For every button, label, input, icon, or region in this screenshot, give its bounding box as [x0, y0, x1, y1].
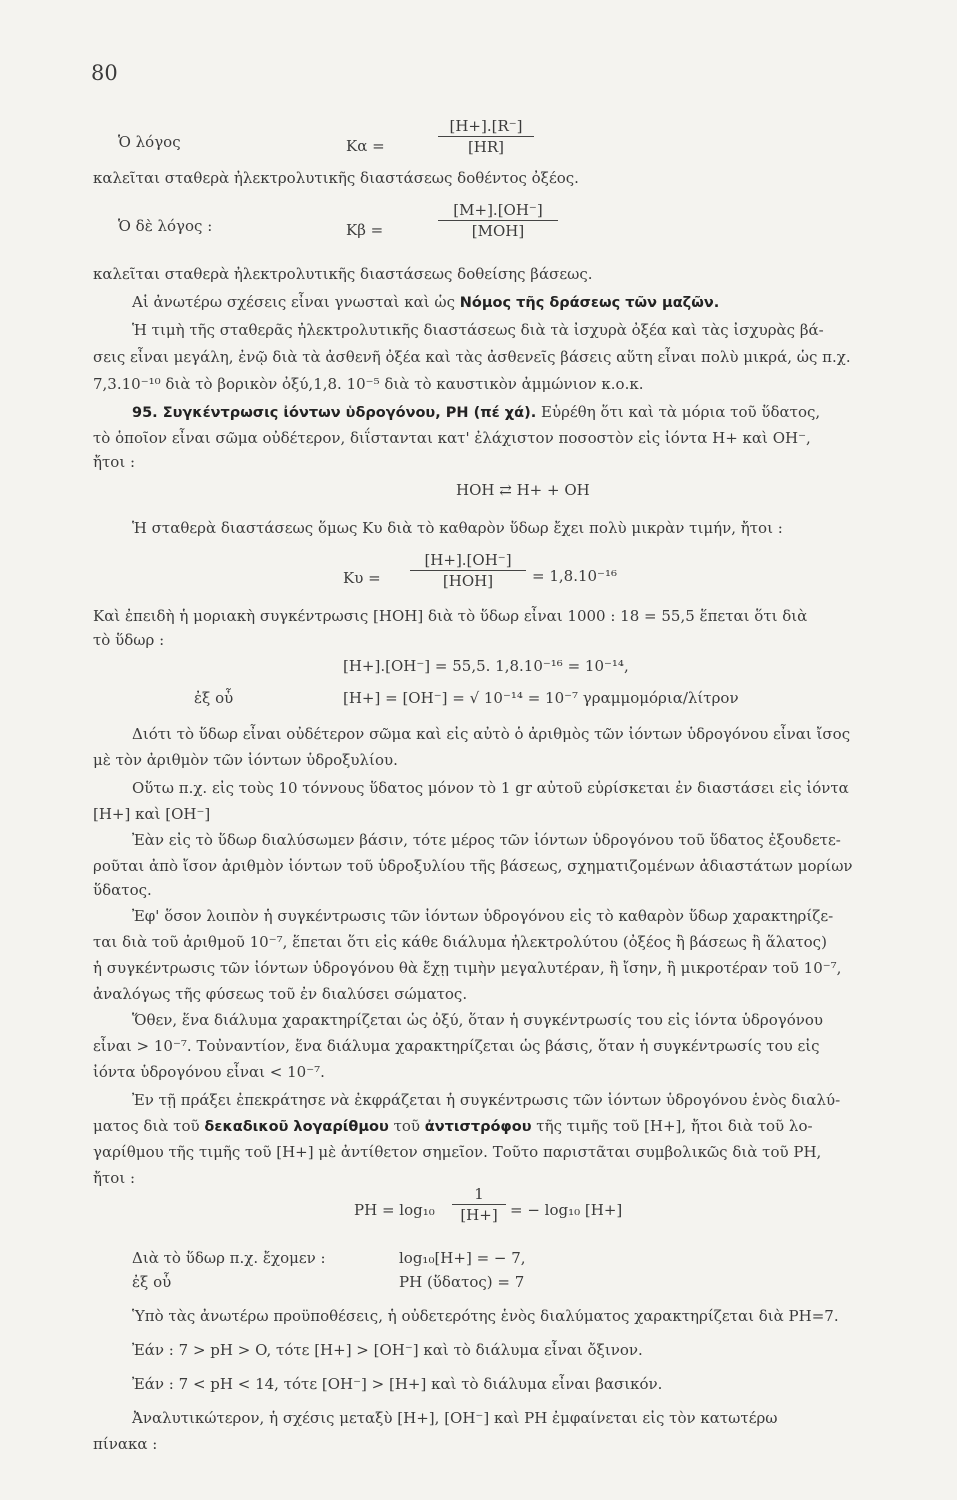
- line-kw: Ἡ σταθερὰ διαστάσεως ὅμως Κυ διὰ τὸ καθαρὸν ὕδωρ ἔχει πολὺ μικρὰν τιμήν, ἤτοι :: [132, 519, 783, 537]
- eq1-lhs: Κα =: [346, 137, 385, 155]
- eq-sqrt: [Η+] = [ΟΗ⁻] = √ 10⁻¹⁴ = 10⁻⁷ γραμμομόρια/λίτρον: [343, 689, 739, 707]
- p-char-line-4: ἀναλόγως τῆς φύσεως τοῦ ἐν διαλύσει σώματος.: [93, 985, 468, 1003]
- section-95-heading: 95. Συγκέντρωσις ἰόντων ὑδρογόνου, PH (πέ χά).: [132, 405, 537, 421]
- eq-kw-numerator: [Η+].[ΟΗ⁻]: [410, 550, 526, 571]
- eq-water-ph-lead-2: ἐξ οὗ: [132, 1273, 172, 1291]
- p-char-line-1: Ἐφ' ὅσον λοιπὸν ἡ συγκέντρωσις τῶν ἰόντων ὑδρογόνου εἰς τὸ καθαρὸν ὕδωρ χαρακτηρίζε-: [132, 907, 834, 925]
- line-const-acid: καλεῖται σταθερὰ ἠλεκτρολυτικῆς διαστάσεως δοθέντος ὀξέος.: [93, 169, 579, 187]
- final-line-1: Ὑπὸ τὰς ἀνωτέρω προϋποθέσεις, ἡ οὐδετερότης ἑνὸς διαλύματος χαρακτηρίζεται διὰ PH=7.: [132, 1307, 839, 1325]
- eq1-numerator: [Η+].[R⁻]: [438, 116, 534, 137]
- law-bold: Νόμος τῆς δράσεως τῶν μαζῶν.: [459, 295, 720, 311]
- p-neutral-line-1: Διότι τὸ ὕδωρ εἶναι οὐδέτερον σῶμα καὶ εἰς αὐτὸ ὁ ἀριθμὸς τῶν ἰόντων ὑδρογόνου εἶναι ἴσος: [132, 725, 851, 743]
- p-log-bold-decimal-log: δεκαδικοῦ λογαρίθμου: [204, 1119, 389, 1135]
- p-log-line-3: γαρίθμου τῆς τιμῆς τοῦ [Η+] μὲ ἀντίθετον σημεῖον. Τοῦτο παριστᾶται συμβολικῶς διὰ τοῦ PH,: [93, 1143, 822, 1161]
- eq-water-ph-lead: Διὰ τὸ ὕδωρ π.χ. ἔχομεν :: [132, 1249, 326, 1267]
- section-95-line-1: [132, 402, 820, 423]
- p-acid-line-3: ἰόντα ὑδρογόνου εἶναι < 10⁻⁷.: [93, 1063, 325, 1081]
- eq2-lead: Ὁ δὲ λόγος :: [118, 217, 213, 235]
- eq-water-dissociation: ΗΟΗ ⇄ Η+ + ΟΗ: [456, 481, 590, 499]
- law-line: [132, 292, 719, 313]
- eq1-fraction: [438, 116, 534, 157]
- final-line-5: πίνακα :: [93, 1435, 158, 1453]
- eq1-denominator: [HR]: [467, 138, 505, 156]
- final-line-3: Ἐάν : 7 < pH < 14, τότε [ΟΗ⁻] > [Η+] καὶ τὸ διάλυμα εἶναι βασικόν.: [132, 1375, 663, 1393]
- eq-kw-denominator: [ΗΟΗ]: [442, 572, 494, 590]
- eq-ph-fraction: [452, 1184, 506, 1225]
- final-line-4: Ἀναλυτικώτερον, ἡ σχέσις μεταξὺ [Η+], [ΟΗ⁻] καὶ PH ἐμφαίνεται εἰς τὸν κατωτέρω: [132, 1409, 778, 1427]
- p-base-line-1: Ἐὰν εἰς τὸ ὕδωρ διαλύσωμεν βάσιν, τότε μέρος τῶν ἰόντων ὑδρογόνου τοῦ ὕδατος ἐξουδετε-: [132, 831, 841, 849]
- line-const-base: καλεῖται σταθερὰ ἠλεκτρολυτικῆς διαστάσεως δοθείσης βάσεως.: [93, 265, 593, 283]
- eq2-lhs: Κβ =: [346, 221, 384, 239]
- eq-water-ph: PH (ὕδατος) = 7: [399, 1273, 525, 1291]
- p-log-line-4: ἤτοι :: [93, 1169, 136, 1187]
- eq-ph-lhs: PH = log₁₀: [354, 1201, 435, 1219]
- eq2-denominator: [ΜΟΗ]: [471, 222, 525, 240]
- p-log-bold-inverse: ἀντιστρόφου: [424, 1119, 532, 1135]
- p-acid-line-2: εἶναι > 10⁻⁷. Τοὐναντίον, ἕνα διάλυμα χαρακτηρίζεται ὡς βάσις, ὅταν ἡ συγκέντρωσίς του εἰς: [93, 1037, 820, 1055]
- p-molar-line-2: τὸ ὕδωρ :: [93, 631, 165, 649]
- p1-line-1: Ἡ τιμὴ τῆς σταθερᾶς ἠλεκτρολυτικῆς διαστάσεως διὰ τὰ ἰσχυρὰ ὀξέα καὶ τὰς ἰσχυρὰς βά-: [132, 321, 824, 339]
- section-95-line-2: τὸ ὁποῖον εἶναι σῶμα οὐδέτερον, διΐστανται κατ' ἐλάχιστον ποσοστὸν εἰς ἰόντα Η+ καὶ ΟΗ⁻,: [93, 429, 811, 447]
- p-molar-line-1: Καὶ ἐπειδὴ ἡ μοριακὴ συγκέντρωσις [ΗΟΗ] διὰ τὸ ὕδωρ εἶναι 1000 : 18 = 55,5 ἕπεται ὅτι διὰ: [93, 607, 808, 625]
- eq1-lead: Ὁ λόγος: [118, 133, 181, 151]
- eq-ph-rhs: = − log₁₀ [Η+]: [510, 1201, 623, 1219]
- p-char-line-3: ἡ συγκέντρωσις τῶν ἰόντων ὑδρογόνου θὰ ἔχῃ τιμὴν μεγαλυτέραν, ἢ ἴσην, ἢ μικροτέραν τοῦ 10⁻⁷,: [93, 959, 842, 977]
- p-char-line-2: ται διὰ τοῦ ἀριθμοῦ 10⁻⁷, ἕπεται ὅτι εἰς κάθε διάλυμα ἠλεκτρολύτου (ὀξέος ἢ βάσεως ἢ ἅλατος): [93, 933, 827, 951]
- eq-kw-lhs: Κυ =: [343, 569, 381, 587]
- p1-line-2: σεις εἶναι μεγάλη, ἐνῷ διὰ τὰ ἀσθενῆ ὀξέα καὶ τὰς ἀσθενεῖς βάσεις αὕτη εἶναι πολὺ μικρά, ὡς π.χ.: [93, 348, 851, 366]
- p-log-text-b: τοῦ: [388, 1117, 425, 1135]
- section-95-line-3: ἤτοι :: [93, 453, 136, 471]
- p-tons-line-2: [Η+] καὶ [ΟΗ⁻]: [93, 805, 211, 823]
- eq-ion-product: [Η+].[ΟΗ⁻] = 55,5. 1,8.10⁻¹⁶ = 10⁻¹⁴,: [343, 657, 629, 675]
- p-log-line-1: Ἐν τῇ πράξει ἐπεκράτησε νὰ ἐκφράζεται ἡ συγκέντρωσις τῶν ἰόντων ὑδρογόνου ἑνὸς διαλύ-: [132, 1091, 841, 1109]
- p-log-text-a: ματος διὰ τοῦ: [93, 1117, 205, 1135]
- final-line-2: Ἐάν : 7 > pH > O, τότε [Η+] > [ΟΗ⁻] καὶ τὸ διάλυμα εἶναι ὄξινον.: [132, 1341, 643, 1359]
- eq2-numerator: [Μ+].[ΟΗ⁻]: [438, 200, 558, 221]
- p-log-line-2: [93, 1116, 813, 1137]
- p-base-line-3: ὕδατος.: [93, 881, 152, 899]
- p-tons-line-1: Οὕτω π.χ. εἰς τοὺς 10 τόννους ὕδατος μόνον τὸ 1 gr αὐτοῦ εὑρίσκεται ἐν διαστάσει εἰς ἰόντα: [132, 779, 849, 797]
- p-acid-line-1: Ὅθεν, ἕνα διάλυμα χαρακτηρίζεται ὡς ὀξύ, ὅταν ἡ συγκέντρωσίς του εἰς ἰόντα ὑδρογόνου: [132, 1011, 823, 1029]
- eq-water-log: log₁₀[Η+] = − 7,: [399, 1249, 526, 1267]
- eq-ph-numerator: 1: [452, 1184, 506, 1205]
- eq-sqrt-lead: ἐξ οὗ: [194, 689, 234, 707]
- page-number: 80: [91, 61, 118, 85]
- p-log-text-c: τῆς τιμῆς τοῦ [Η+], ἤτοι διὰ τοῦ λο-: [531, 1117, 813, 1135]
- eq-kw-rhs: = 1,8.10⁻¹⁶: [532, 567, 617, 585]
- eq-ph-denominator: [Η+]: [460, 1206, 498, 1224]
- p-neutral-line-2: μὲ τὸν ἀριθμὸν τῶν ἰόντων ὑδροξυλίου.: [93, 751, 398, 769]
- law-text: Αἱ ἀνωτέρω σχέσεις εἶναι γνωσταὶ καὶ ὡς: [132, 293, 460, 311]
- eq-kw-fraction: [410, 550, 526, 591]
- eq2-fraction: [438, 200, 558, 241]
- p1-line-3: 7,3.10⁻¹⁰ διὰ τὸ βορικὸν ὀξύ,1,8. 10⁻⁵ διὰ τὸ καυστικὸν ἀμμώνιον κ.ο.κ.: [93, 375, 644, 393]
- p-base-line-2: ροῦται ἀπὸ ἴσον ἀριθμὸν ἰόντων τοῦ ὑδροξυλίου τῆς βάσεως, σχηματιζομένων ἀδιαστάτων μορίων: [93, 857, 853, 875]
- section-95-text: Εὑρέθη ὅτι καὶ τὰ μόρια τοῦ ὕδατος,: [536, 403, 821, 421]
